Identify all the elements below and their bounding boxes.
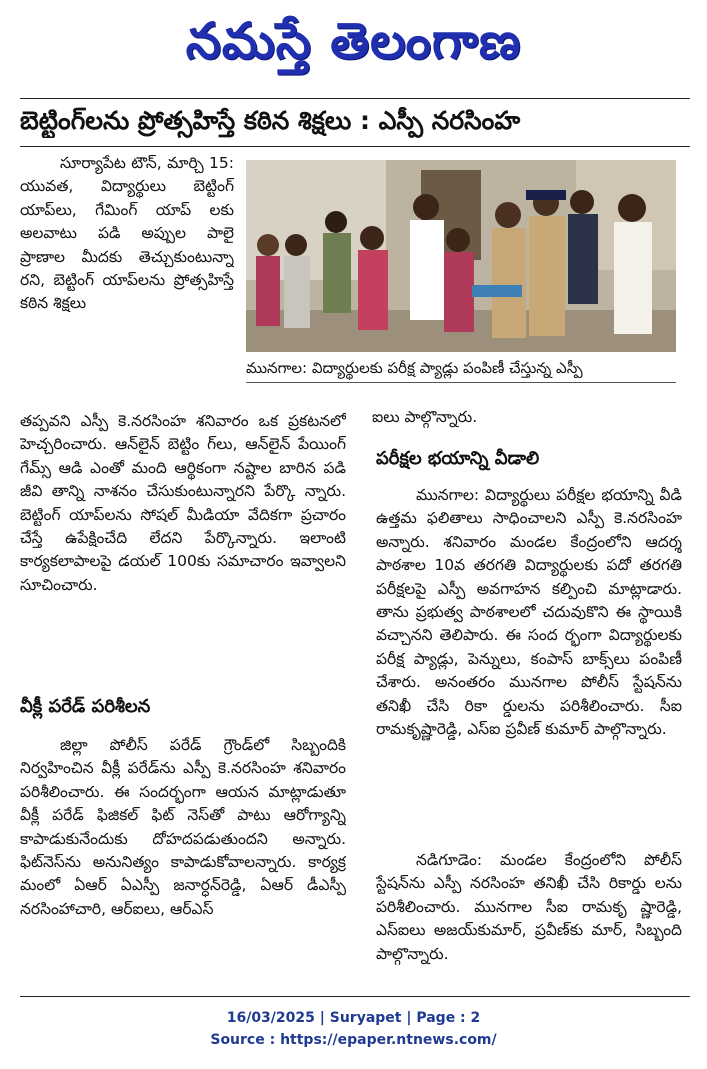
top-divider	[20, 98, 690, 99]
photo-scene-illustration	[246, 160, 676, 352]
section-body-exam-fear: మునగాల: విద్యార్థులు పరీక్షల భయాన్ని వీడి ఉత్తమ ఫలితాలు సాధించాలని ఎస్పీ కె.నరసింహ అన్నారు. శనివారం మండల కేంద్రంలోని ఆదర్శ పాఠశాల 10వ తరగతి విద్యార్థులకు పదో తరగతి పరీక్షలపై ఎస్పీ అవగాహన కల్పించి మాట్లాడారు. తాను ప్రభుత్వ పాఠశాలలో చదువుకొని ఈ స్థాయికి వచ్చానని తెలిపారు. ఈ సంద ర్భంగా విద్యార్థులకు పరీక్ష ప్యాడ్లు, పెన్నులు, కంపాస్ బాక్స్‌లు పంపిణీ చేశారు. అనంతరం మునగాల పోలీస్ స్టేషన్‌ను తనిఖీ చేసి రికా ర్డులను పరిశీలించారు. సీఐ రామకృష్ణారెడ్డి, ఎస్ఐ ప్రవీణ్ కుమార్ పాల్గొన్నారు.	[376, 486, 682, 739]
headline-divider	[20, 146, 690, 147]
news-photo	[246, 160, 676, 352]
continued-text-right: ఐలు పాల్గొన్నారు.	[372, 408, 478, 426]
footer-date-page: 16/03/2025 | Suryapet | Page : 2	[226, 1010, 481, 1026]
bottom-divider	[20, 996, 690, 997]
section-body-nadigudem: నడిగూడెం: మండల కేంద్రంలోని పోలీస్ స్టేషన్‌ను ఎస్పీ నరసింహ తనిఖీ చేసి రికార్డు లను పరిశీలించారు. మునగాల సీఐ రామకృ ష్ణారెడ్డి, ఎస్ఐలు అజయ్‌కుమార్, ప్రవీణ్‌కు మార్, సిబ్బంది పాల్గొన్నారు.	[376, 851, 682, 963]
footer-source: Source : https://epaper.ntnews.com/	[210, 1032, 497, 1048]
section-body-weekly-parade: జిల్లా పోలీస్ పరేడ్ గ్రౌండ్‌లో సిబ్బందికి నిర్వహించిన వీక్లీ పరేడ్‌ను ఎస్పీ కె.నరసింహ శనివారం పరిశీలించారు. ఈ సందర్భంగా ఆయన మాట్లాడుతూ వీక్లీ పరేడ్ ఫిజికల్ ఫిట్ నెస్‌తో పాటు ఆరోగ్యాన్ని కాపాడుకునేందుకు దోహదపడుతుందని అన్నారు. ఫిట్‌నెస్‌ను అనునిత్యం కాపాడుకోవాలన్నారు. కార్యక్ర మంలో ఏఆర్ ఏఎస్పీ జనార్ధన్‌రెడ్డి, ఏఆర్ డీఎస్పీ నరసింహాచారి, ఆర్‌ఐలు, ఆర్‌ఎస్	[20, 736, 346, 918]
section-title-weekly-parade: వీక్లీ పరేడ్ పరిశీలన	[20, 696, 151, 717]
section-title-exam-fear: పరీక్షల భయాన్ని వీడాలి	[376, 448, 540, 469]
lead-paragraph-continued: తప్పవని ఎస్పీ కె.నరసింహ శనివారం ఒక ప్రకటనలో హెచ్చరించారు. ఆన్‌లైన్ బెట్టిం గ్‌లు, ఆన్‌లైన్ పేయింగ్ గేమ్స్ ఆడి ఎంతో మంది ఆర్థికంగా నష్టాల బారిన పడి జీవి తాన్ని నాశనం చేసుకుంటున్నారని పేర్కొ న్నారు. బెట్టింగ్ యాప్‌లను సోషల్ మీడియా వేదికగా ప్రచారం చేస్తే ఉపేక్షించేది లేదని పేర్కొన్నారు. ఇలాంటి కార్యకలాపాలపై డయల్ 100కు సమాచారం ఇవ్వాలని సూచించారు.	[20, 412, 346, 594]
masthead-title: నమస్తే తెలంగాణ	[185, 12, 522, 70]
article-headline: బెట్టింగ్‌లను ప్రోత్సహిస్తే కఠిన శిక్షలు : ఎస్పీ నరసింహ	[20, 106, 521, 135]
lead-paragraph-narrow: సూర్యాపేట టౌన్, మార్చి 15: యువత, విద్యార్థులు బెట్టింగ్ యాప్‌లు, గేమింగ్ యాప్ లకు అలవాటు పడి అప్పుల పాలై ప్రాణాల మీదకు తెచ్చుకుంటున్నా రని, బెట్టింగ్ యాప్‌లను ప్రోత్సహిస్తే కఠిన శిక్షలు	[20, 154, 234, 313]
photo-caption: మునగాల: విద్యార్థులకు పరీక్ష ప్యాడ్లు పంపిణీ చేస్తున్న ఎస్పీ	[246, 354, 676, 383]
